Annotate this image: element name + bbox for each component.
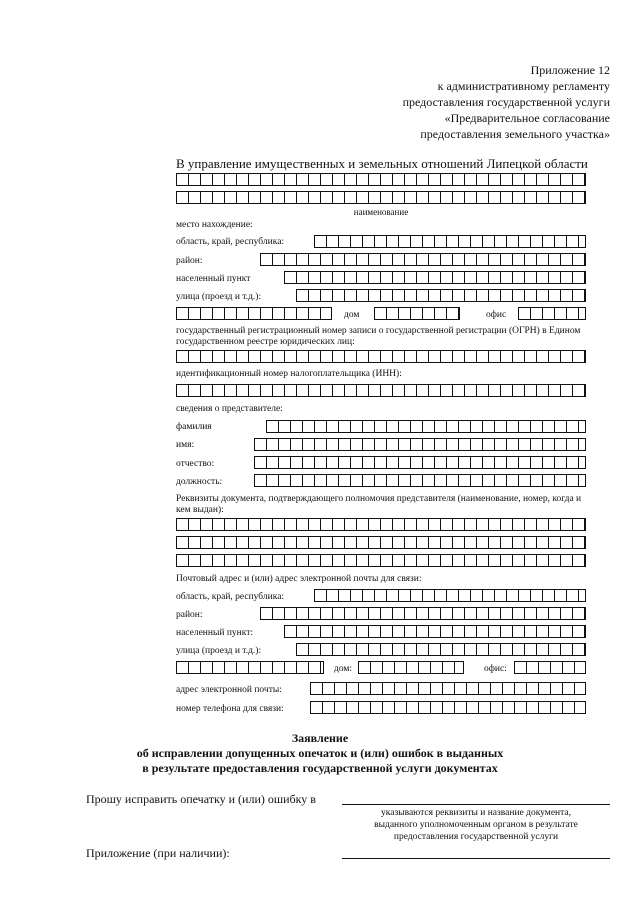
ogrn-label: государственный регистрационный номер записи о государственной регистрации (ОГРН) в Едином государственном реестре юридических лиц: — [176, 326, 581, 347]
request-text: Прошу исправить опечатку и (или) ошибку в — [86, 792, 316, 806]
region-field[interactable] — [314, 235, 586, 248]
region-label: область, край, республика: — [176, 237, 285, 247]
doc-label: Реквизиты документа, подтверждающего полномочия представителя (наименование, номер, когда и кем выдан): — [176, 494, 582, 515]
settlement-label: населенный пункт — [176, 274, 251, 284]
appendix-line-3: предоставления государственной услуги — [402, 95, 610, 109]
phone-label: номер телефона для связи: — [176, 704, 284, 714]
phone-field[interactable] — [310, 701, 586, 714]
attachment-line[interactable] — [342, 858, 610, 859]
doc-field-3[interactable] — [176, 554, 586, 567]
settlement-field[interactable] — [284, 271, 586, 284]
name-caption: наименование — [353, 207, 409, 217]
appendix-line-2: к административному регламенту — [437, 79, 610, 93]
office2-label: офис: — [484, 664, 507, 674]
statement-subtitle-1: об исправлении допущенных опечаток и (или) ошибок в выданных — [136, 746, 504, 760]
district2-label: район: — [176, 610, 203, 620]
street-field-2[interactable] — [176, 307, 332, 320]
district2-field[interactable] — [260, 607, 586, 620]
street2-field[interactable] — [296, 643, 586, 656]
office-label: офис — [486, 310, 507, 320]
patronymic-field[interactable] — [254, 456, 586, 469]
house2-field[interactable] — [358, 661, 464, 674]
house-field[interactable] — [374, 307, 460, 320]
request-document-line[interactable] — [342, 804, 610, 805]
position-label: должность: — [176, 477, 223, 487]
inn-field[interactable] — [176, 384, 586, 397]
attachment-label: Приложение (при наличии): — [86, 846, 230, 860]
surname-field[interactable] — [266, 420, 586, 433]
appendix-line-5: предоставления земельного участка» — [420, 127, 610, 141]
email-label: адрес электронной почты: — [176, 685, 282, 695]
request-note-2: выданного уполномоченным органом в результате — [374, 820, 578, 830]
settlement2-field[interactable] — [284, 625, 586, 638]
name-field[interactable] — [254, 438, 586, 451]
house2-label: дом: — [334, 664, 353, 674]
appendix-header — [403, 62, 610, 142]
representative-title: сведения о представителе: — [176, 404, 283, 414]
request-note-3: предоставления государственной услуги — [393, 832, 559, 842]
settlement2-label: населенный пункт: — [176, 628, 254, 638]
office-field[interactable] — [518, 307, 586, 320]
appendix-number: Приложение 12 — [530, 63, 610, 77]
street-label: улица (проезд и т.д.): — [176, 292, 262, 302]
request-note-1: указываются реквизиты и название документа, — [381, 808, 571, 818]
statement-title: Заявление — [291, 731, 349, 745]
appendix-line-4: «Предварительное согласование — [444, 111, 610, 125]
district-label: район: — [176, 256, 203, 266]
statement-subtitle-2: в результате предоставления государственной услуги документах — [142, 761, 498, 775]
inn-label: идентификационный номер налогоплательщика (ИНН): — [176, 369, 402, 379]
patronymic-label: отчество: — [176, 459, 215, 469]
name-label: имя: — [176, 440, 195, 450]
street-field[interactable] — [296, 289, 586, 302]
street2-field-2[interactable] — [176, 661, 324, 674]
addressee: В управление имущественных и земельных отношений Липецкой области — [176, 156, 588, 171]
ogrn-field[interactable] — [176, 350, 586, 363]
org-name-field-2[interactable] — [176, 191, 586, 204]
district-field[interactable] — [260, 253, 586, 266]
house-label: дом — [344, 310, 360, 320]
office2-field[interactable] — [514, 661, 586, 674]
location-title: место нахождение: — [176, 220, 253, 230]
region2-label: область, край, республика: — [176, 592, 285, 602]
email-field[interactable] — [310, 682, 586, 695]
doc-field-1[interactable] — [176, 518, 586, 531]
street2-label: улица (проезд и т.д.): — [176, 646, 262, 656]
position-field[interactable] — [254, 474, 586, 487]
doc-field-2[interactable] — [176, 536, 586, 549]
postal-title: Почтовый адрес и (или) адрес электронной почты для связи: — [176, 574, 422, 584]
org-name-field-1[interactable] — [176, 173, 586, 186]
region2-field[interactable] — [314, 589, 586, 602]
surname-label: фамилия — [176, 422, 212, 432]
